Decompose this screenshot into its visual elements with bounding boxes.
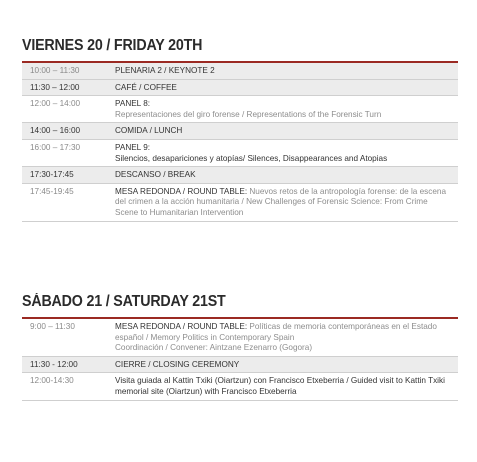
day-title: SÁBADO 21 / SATURDAY 21ST — [22, 293, 226, 310]
schedule-row — [22, 184, 458, 222]
row-label: COMIDA / LUNCH — [115, 126, 183, 136]
row-content — [115, 99, 458, 120]
day-friday — [22, 36, 458, 222]
row-description: Representaciones del giro forense / Representations of the Forensic Turn — [115, 109, 382, 119]
row-description: Nuevos retos de la antropología forense: de la escena del crimen a la acción humanitaria / New Challenges of Forensic Science: From Crime Scene to Humanitarian Intervention — [115, 186, 447, 217]
row-label: PANEL 8: — [115, 99, 151, 109]
row-description: Políticas de memoria contemporáneas en el Estado español / Memory Politics in Contemporary Spain — [115, 322, 437, 342]
row-time: 14:00 – 16:00 — [30, 126, 81, 136]
row-content — [115, 187, 458, 219]
row-label: PANEL 9: — [115, 142, 151, 152]
schedule-row — [22, 373, 458, 400]
row-label: CAFÉ / COFFEE — [115, 82, 177, 92]
schedule-row — [22, 123, 458, 140]
row-content — [115, 143, 458, 164]
row-time: 12:00-14:30 — [30, 376, 74, 386]
day-title: VIERNES 20 / FRIDAY 20TH — [22, 37, 203, 54]
row-time: 9:00 – 11:30 — [30, 322, 75, 331]
row-convener: Coordinación / Convener: Aintzane Ezenarro (Gogora) — [115, 343, 313, 353]
row-label: CIERRE / CLOSING CEREMONY — [115, 359, 240, 369]
row-time: 12:00 – 14:00 — [30, 99, 81, 109]
row-time: 10:00 – 11:30 — [30, 66, 80, 75]
row-time: 11:30 - 12:00 — [30, 359, 78, 369]
schedule-row — [22, 63, 458, 80]
row-time: 17:45-19:45 — [30, 186, 74, 196]
schedule-row — [22, 319, 458, 357]
schedule-row — [22, 357, 458, 374]
row-time: 16:00 – 17:30 — [30, 142, 81, 152]
schedule-row — [22, 96, 458, 123]
row-label: MESA REDONDA / ROUND TABLE: — [115, 322, 248, 331]
row-time: 11:30 – 12:00 — [30, 82, 80, 92]
row-content — [115, 322, 458, 354]
schedule-row — [22, 80, 458, 97]
row-label: MESA REDONDA / ROUND TABLE: — [115, 186, 248, 196]
row-label: PLENARIA 2 / KEYNOTE 2 — [115, 66, 215, 75]
row-label: Visita guiada al Kattin Txiki (Oiartzun) con Francisco Etxeberria / Guided visit to Kattin Txiki memorial site (Oiartzun) with Francisco Etxeberria — [115, 376, 445, 396]
schedule-row — [22, 167, 458, 184]
row-label: DESCANSO / BREAK — [115, 170, 196, 180]
row-description: Silencios, desapariciones y atopías/ Silences, Disappearances and Atopias — [115, 153, 388, 163]
day-saturday — [22, 292, 458, 401]
row-time: 17:30-17:45 — [30, 170, 74, 180]
schedule-row — [22, 140, 458, 167]
